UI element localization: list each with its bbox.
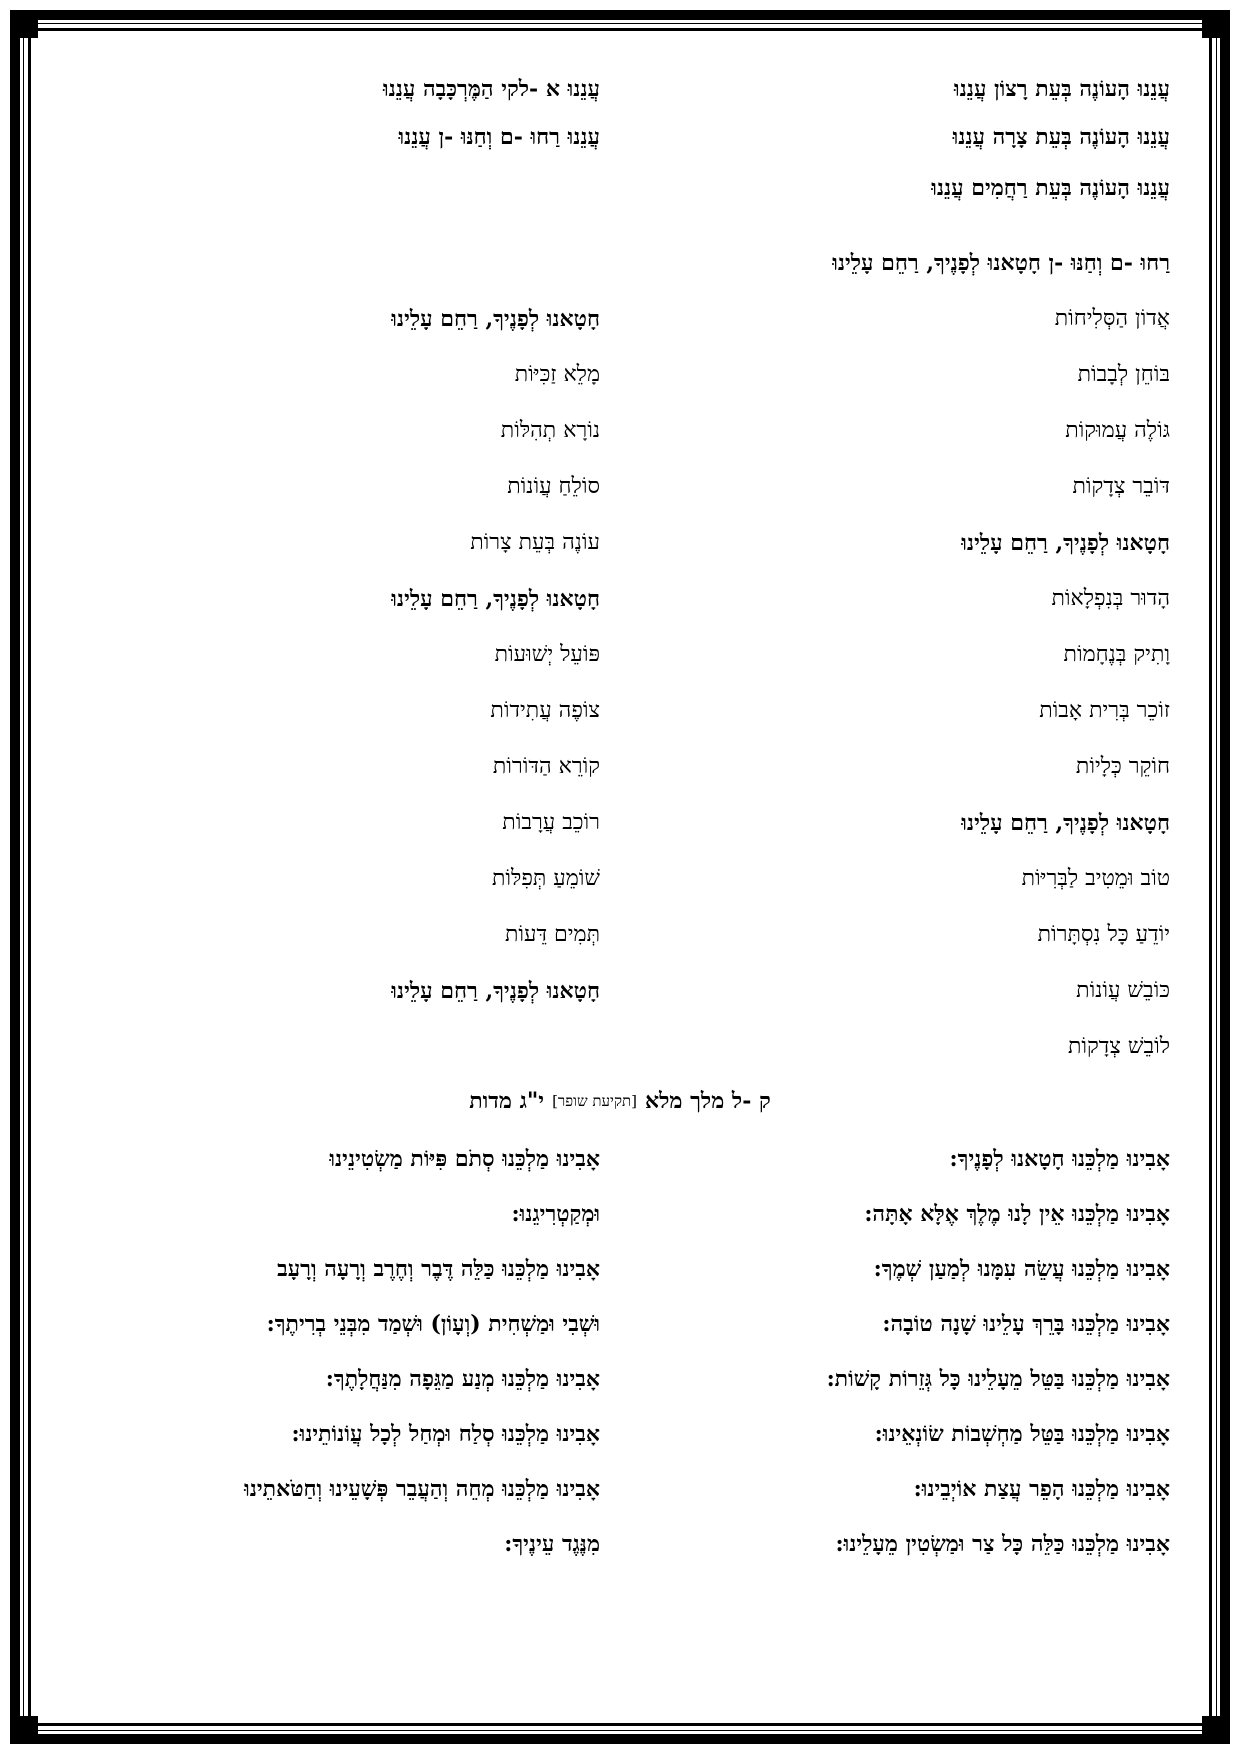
border-corner-bottom-left [10,1716,38,1744]
rachum-right: כּוֹבֵשׁ עֲוֹנוֹת [1076,977,1170,1003]
rachum-left: מָלֵא זַכִּיּוֹת [514,361,600,387]
avinu-right: אָבִינוּ מַלְכֵּנוּ חָטָאנוּ לְפָנֶיךָ: [949,1145,1170,1172]
avinu-row [60,1295,1180,1353]
thirteen-attributes-text: י"ג מדות [469,1087,545,1114]
rachum-row [60,682,1180,740]
kel-melech-heading [60,1072,1180,1130]
avinu-row [60,1130,1180,1188]
rachum-row [60,1018,1180,1076]
rachum-left: חָטָאנוּ לְפָנֶיךָ, רַחֵם עָלֵינוּ [391,305,600,332]
border-corner-bottom-right [1202,1716,1230,1744]
rachum-right: זוֹכֵר בְּרִית אָבוֹת [1039,697,1170,723]
avinu-row [60,1240,1180,1298]
rachum-left: סוֹלֵחַ עֲוֹנוֹת [507,473,600,499]
rachum-right: חוֹקֵר כְּלָיוֹת [1075,753,1170,779]
rachum-right: וָתִיק בְּנֶחָמוֹת [1063,641,1170,667]
rachum-left: פּוֹעֵל יְשׁוּעוֹת [494,641,600,667]
avinu-left: אָבִינוּ מַלְכֵּנוּ כַּלֵּה דֶּבֶר וְחֶרֶב וְרָעָה וְרָעָב [277,1255,600,1282]
avinu-right: אָבִינוּ מַלְכֵּנוּ עֲשֵׂה עִמָּנוּ לְמַעַן שְׁמֶךָ: [873,1255,1170,1282]
rachum-right: גּוֹלֶה עֲמוּקוֹת [1065,417,1170,443]
rachum-left: קוֹרֵא הַדּוֹרוֹת [492,753,600,779]
rachum-row [60,346,1180,404]
rachum-left: תְּמִים דֵּעוֹת [504,921,600,947]
rachum-row [60,626,1180,684]
rachum-row [60,738,1180,796]
rachum-right: חָטָאנוּ לְפָנֶיךָ, רַחֵם עָלֵינוּ [961,529,1170,556]
rachum-row [60,402,1180,460]
avinu-left: אָבִינוּ מַלְכֵּנוּ סְלַח וּמְחַל לְכָל עֲוֹנוֹתֵינוּ: [291,1420,600,1447]
avinu-right: אָבִינוּ מַלְכֵּנוּ בַּטֵּל מֵעָלֵינוּ כָּל גְּזֵרוֹת קָשׁוֹת: [826,1365,1170,1392]
rachum-right: יוֹדֵעַ כָּל נִסְתָּרוֹת [1037,921,1170,947]
rachum-right: בּוֹחֵן לְבָבוֹת [1077,361,1170,387]
rachum-row [60,794,1180,852]
avinu-left: מִנֶּגֶד עֵינֶיךָ: [504,1530,600,1557]
aneinu-row [60,159,1180,217]
aneinu-right: עֲנֵנוּ הָעוֹנֶה בְּעֵת רָצוֹן עֲנֵנוּ [954,75,1170,102]
rachum-row [60,850,1180,908]
aneinu-row [60,108,1180,166]
rachum-right: לוֹבֵשׁ צְדָקוֹת [1067,1033,1170,1059]
rachum-left: חָטָאנוּ לְפָנֶיךָ, רַחֵם עָלֵינוּ [391,585,600,612]
rachum-right: חָטָאנוּ לְפָנֶיךָ, רַחֵם עָלֵינוּ [961,809,1170,836]
rachum-row [60,514,1180,572]
rachum-left: רוֹכֵב עֲרָבוֹת [502,809,600,835]
rachum-row [60,570,1180,628]
avinu-row [60,1405,1180,1463]
rachum-left: שׁוֹמֵעַ תְּפִלּוֹת [492,865,600,891]
aneinu-left: עֲנֵנוּ א -לקי הַמֶּרְכָּבָה עֲנֵנוּ [382,75,600,102]
rachum-row [60,290,1180,348]
avinu-left: אָבִינוּ מַלְכֵּנוּ סְתֹם פִּיּוֹת מַשְׂטִינֵינוּ [329,1145,600,1172]
avinu-row [60,1185,1180,1243]
rachum-heading: רַחוּ -ם וְחַנּוּ -ן חָטָאנוּ לְפָנֶיךָ, רַחֵם עָלֵינוּ [832,249,1170,276]
avinu-left: וּשְׁבִי וּמַשְׁחִית (וְעָוֹן) וּשְׁמַד מִבְּנֵי בְרִיתֶךָ: [266,1310,600,1337]
avinu-row [60,1350,1180,1408]
avinu-row [60,1515,1180,1573]
rachum-left: עוֹנֶה בְּעֵת צָרוֹת [470,529,600,555]
prayer-page [60,60,1180,1700]
rachum-left: נוֹרָא תְהִלּוֹת [500,417,600,443]
avinu-left: וּמְקַטְרִיגֵנוּ: [511,1200,600,1227]
avinu-right: אָבִינוּ מַלְכֵּנוּ הָפֵר עֲצַת אוֹיְבֵינוּ: [913,1475,1170,1502]
rachum-right: הָדוּר בְּנִפְלָאוֹת [1051,585,1170,611]
avinu-row [60,1460,1180,1518]
avinu-right: אָבִינוּ מַלְכֵּנוּ בָּרֵךְ עָלֵינוּ שָׁנָה טוֹבָה: [882,1310,1170,1337]
border-corner-top-right [1202,10,1230,38]
rachum-heading-row [60,234,1180,292]
rachum-row [60,962,1180,1020]
rachum-left: צוֹפֶה עֲתִידוֹת [490,697,600,723]
rachum-row [60,906,1180,964]
avinu-left: אָבִינוּ מַלְכֵּנוּ מְחֵה וְהַעֲבֵר פְּשָׁעֵינוּ וְחַטֹּאתֵינוּ [244,1475,600,1502]
rachum-right: טוֹב וּמֵטִיב לַבְּרִיּוֹת [1021,865,1170,891]
rachum-right: אֲדוֹן הַסְּלִיחוֹת [1054,305,1170,331]
avinu-right: אָבִינוּ מַלְכֵּנוּ בַּטֵּל מַחְשְׁבוֹת שׂוֹנְאֵינוּ: [874,1420,1170,1447]
aneinu-left: עֲנֵנוּ רַחוּ -ם וְחַנּוּ -ן עֲנֵנוּ [398,123,600,150]
avinu-left: אָבִינוּ מַלְכֵּנוּ מְנַע מַגֵּפָה מִנַּחֲלָתֶךָ: [325,1365,600,1392]
border-corner-top-left [10,10,38,38]
rachum-right: דּוֹבֵר צְדָקוֹת [1072,473,1170,499]
kel-melech-text: ק -ל מלך מלא [644,1087,771,1114]
aneinu-right: עֲנֵנוּ הָעוֹנֶה בְּעֵת צָרָה עֲנֵנוּ [952,123,1170,150]
aneinu-right: עֲנֵנוּ הָעוֹנֶה בְּעֵת רַחֲמִים עֲנֵנוּ [931,174,1170,201]
rachum-row [60,458,1180,516]
shofar-blast-note: [תקיעת שופר] [552,1092,637,1110]
rachum-left: חָטָאנוּ לְפָנֶיךָ, רַחֵם עָלֵינוּ [391,977,600,1004]
avinu-right: אָבִינוּ מַלְכֵּנוּ אֵין לָנוּ מֶלֶךְ אֶלָּא אָתָּה: [864,1200,1170,1227]
avinu-right: אָבִינוּ מַלְכֵּנוּ כַּלֵּה כָּל צַר וּמַשְׂטִין מֵעָלֵינוּ: [835,1530,1170,1557]
